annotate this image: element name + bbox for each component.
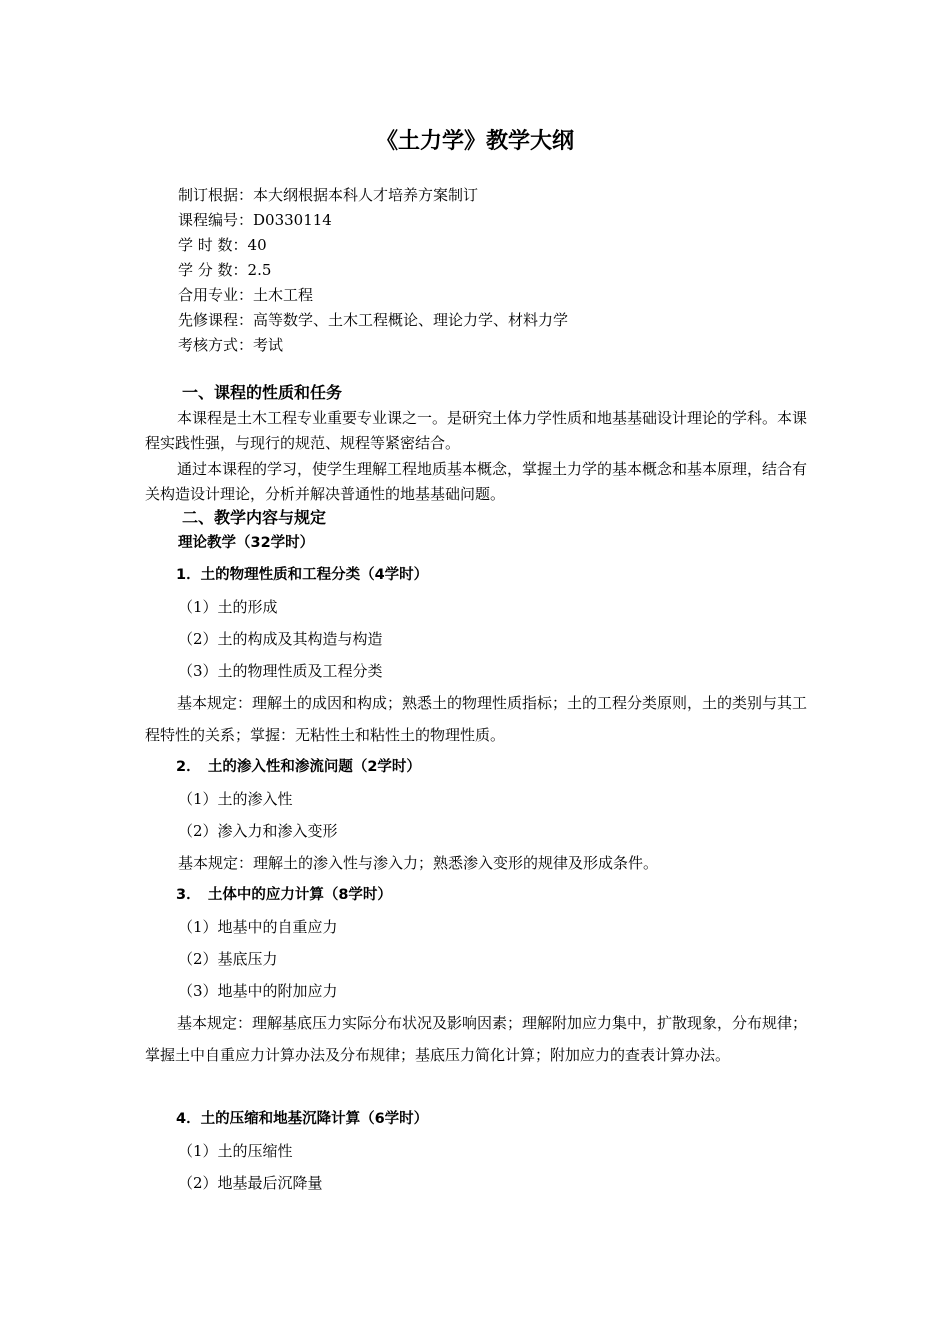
paragraph-text: 基本规定：理解土的成因和构成；熟悉土的物理性质指标；土的工程分类原则，土的类别与其工程特性的关系；掌握：无粘性土和粘性土的物理性质。 xyxy=(145,694,808,744)
meta-course-code: 课程编号：D0330114 xyxy=(178,211,332,229)
document-title: 《土力学》教学大纲 xyxy=(375,129,574,154)
meta-basis: 制订根据：本大纲根据本科人才培养方案制订 xyxy=(178,186,479,204)
section-heading-nature: 一、课程的性质和任务 xyxy=(182,383,343,402)
requirement-paragraph xyxy=(145,1007,807,1071)
list-item: （1）土的压缩性 xyxy=(178,1142,293,1160)
paragraph xyxy=(145,406,807,456)
meta-assessment: 考核方式：考试 xyxy=(178,336,284,354)
list-item: （2）土的构成及其构造与构造 xyxy=(178,630,383,648)
paragraph-text: 基本规定：理解基底压力实际分布状况及影响因素；理解附加应力集中，扩散现象，分布规律；掌握土中自重应力计算办法及分布规律；基底压力简化计算；附加应力的查表计算办法。 xyxy=(145,1014,808,1064)
requirement-paragraph xyxy=(145,687,807,751)
chapter-title: 2． 土的渗入性和渗流问题（2学时） xyxy=(176,759,421,775)
chapter-title: 1．土的物理性质和工程分类（4学时） xyxy=(176,567,429,583)
meta-credits: 学 分 数：2.5 xyxy=(178,261,272,279)
paragraph-text: 通过本课程的学习，使学生理解工程地质基本概念，掌握土力学的基本概念和基本原理，结合有关构造设计理论，分析并解决普通性的地基基础问题。 xyxy=(145,460,808,503)
chapter-title: 4．土的压缩和地基沉降计算（6学时） xyxy=(176,1111,429,1127)
list-item: （3）地基中的附加应力 xyxy=(178,982,338,1000)
meta-major: 合用专业：土木工程 xyxy=(178,286,314,304)
list-item: （3）土的物理性质及工程分类 xyxy=(178,662,383,680)
paragraph-text: 本课程是土木工程专业重要专业课之一。是研究土体力学性质和地基基础设计理论的学科。本课程实践性强，与现行的规范、规程等紧密结合。 xyxy=(145,409,808,452)
list-item: （2）渗入力和渗入变形 xyxy=(178,822,338,840)
section-heading-content: 二、教学内容与规定 xyxy=(182,508,327,527)
meta-hours: 学 时 数：40 xyxy=(178,236,267,254)
requirement-paragraph: 基本规定：理解土的渗入性与渗入力；熟悉渗入变形的规律及形成条件。 xyxy=(178,854,659,872)
meta-prerequisites: 先修课程：高等数学、土木工程概论、理论力学、材料力学 xyxy=(178,311,569,329)
chapter-title: 3． 土体中的应力计算（8学时） xyxy=(176,887,392,903)
subheading-theory: 理论教学（32学时） xyxy=(178,535,315,551)
list-item: （2）基底压力 xyxy=(178,950,278,968)
list-item: （1）土的形成 xyxy=(178,598,278,616)
paragraph xyxy=(145,457,807,507)
list-item: （1）土的渗入性 xyxy=(178,790,293,808)
list-item: （2）地基最后沉降量 xyxy=(178,1174,323,1192)
list-item: （1）地基中的自重应力 xyxy=(178,918,338,936)
